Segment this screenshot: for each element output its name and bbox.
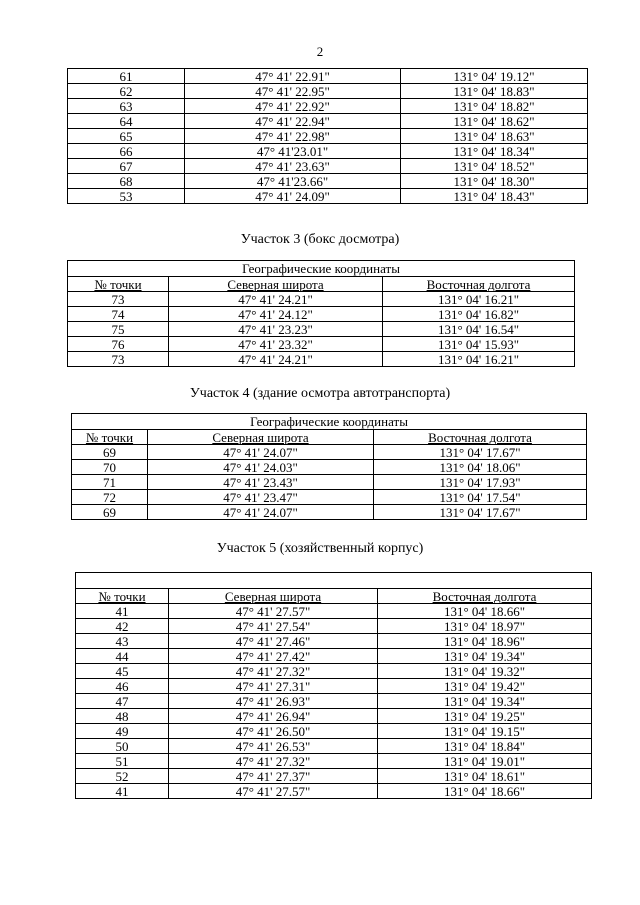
- latitude-cell: 47° 41' 24.21": [169, 352, 383, 367]
- longitude-cell: 131° 04' 16.21": [383, 292, 575, 307]
- latitude-cell: 47° 41' 27.57": [169, 604, 378, 619]
- point-number-cell: 46: [76, 679, 169, 694]
- longitude-cell: 131° 04' 17.93": [374, 475, 587, 490]
- point-number-cell: 47: [76, 694, 169, 709]
- table-row: [68, 307, 575, 322]
- latitude-cell: 47° 41' 26.94": [169, 709, 378, 724]
- point-number-cell: 65: [68, 129, 185, 144]
- point-number-cell: 73: [68, 292, 169, 307]
- page-number: 2: [316, 44, 324, 59]
- table-row: [72, 445, 587, 460]
- latitude-cell: 47° 41' 23.47": [148, 490, 374, 505]
- table-row: [76, 664, 592, 679]
- longitude-cell: 131° 04' 16.82": [383, 307, 575, 322]
- table-row: [68, 292, 575, 307]
- table-row: [76, 784, 592, 799]
- latitude-cell: 47° 41' 27.32": [169, 754, 378, 769]
- column-header-point: № точки: [76, 589, 169, 604]
- table-row: [76, 709, 592, 724]
- longitude-cell: 131° 04' 18.62": [401, 114, 588, 129]
- table-row: [68, 114, 588, 129]
- latitude-cell: 47° 41' 27.37": [169, 769, 378, 784]
- point-number-cell: 48: [76, 709, 169, 724]
- point-number-cell: 70: [72, 460, 148, 475]
- table-row: [76, 754, 592, 769]
- table-row: [72, 460, 587, 475]
- table-row: [76, 679, 592, 694]
- latitude-cell: 47° 41' 23.63": [185, 159, 401, 174]
- point-number-cell: 52: [76, 769, 169, 784]
- longitude-cell: 131° 04' 18.97": [378, 619, 592, 634]
- longitude-cell: 131° 04' 17.67": [374, 505, 587, 520]
- table-row: [76, 634, 592, 649]
- point-number-cell: 73: [68, 352, 169, 367]
- longitude-cell: 131° 04' 18.82": [401, 99, 588, 114]
- longitude-cell: 131° 04' 18.66": [378, 604, 592, 619]
- point-number-cell: 45: [76, 664, 169, 679]
- latitude-cell: 47° 41' 26.53": [169, 739, 378, 754]
- latitude-cell: 47° 41' 22.91": [185, 69, 401, 84]
- point-number-cell: 44: [76, 649, 169, 664]
- latitude-cell: 47° 41' 27.42": [169, 649, 378, 664]
- column-header-point: № точки: [72, 430, 148, 445]
- column-header-latitude: Северная широта: [169, 277, 383, 292]
- latitude-cell: 47° 41' 26.50": [169, 724, 378, 739]
- longitude-cell: 131° 04' 18.66": [378, 784, 592, 799]
- column-header-longitude: Восточная долгота: [383, 277, 575, 292]
- latitude-cell: 47° 41' 22.98": [185, 129, 401, 144]
- section-4-caption: Участок 4 (здание осмотра автотранспорта): [189, 386, 451, 401]
- table-row: [76, 769, 592, 784]
- longitude-cell: 131° 04' 18.96": [378, 634, 592, 649]
- latitude-cell: 47° 41' 23.43": [148, 475, 374, 490]
- coordinates-table-section-4: [71, 413, 587, 520]
- longitude-cell: 131° 04' 18.30": [401, 174, 588, 189]
- group-header: Географические координаты: [72, 414, 587, 430]
- longitude-cell: 131° 04' 16.21": [383, 352, 575, 367]
- longitude-cell: 131° 04' 19.15": [378, 724, 592, 739]
- point-number-cell: 63: [68, 99, 185, 114]
- latitude-cell: 47° 41' 23.23": [169, 322, 383, 337]
- coordinates-table-section-5: [75, 572, 592, 799]
- column-header-latitude: Северная широта: [169, 589, 378, 604]
- table-row: [68, 174, 588, 189]
- longitude-cell: 131° 04' 18.43": [401, 189, 588, 204]
- point-number-cell: 61: [68, 69, 185, 84]
- table-row: [72, 505, 587, 520]
- longitude-cell: 131° 04' 18.63": [401, 129, 588, 144]
- point-number-cell: 50: [76, 739, 169, 754]
- point-number-cell: 41: [76, 604, 169, 619]
- longitude-cell: 131° 04' 18.83": [401, 84, 588, 99]
- table-row: [68, 322, 575, 337]
- point-number-cell: 71: [72, 475, 148, 490]
- point-number-cell: 69: [72, 505, 148, 520]
- longitude-cell: 131° 04' 19.32": [378, 664, 592, 679]
- point-number-cell: 42: [76, 619, 169, 634]
- latitude-cell: 47° 41' 27.31": [169, 679, 378, 694]
- latitude-cell: 47° 41' 27.32": [169, 664, 378, 679]
- latitude-cell: 47° 41'23.66": [185, 174, 401, 189]
- longitude-cell: 131° 04' 18.61": [378, 769, 592, 784]
- longitude-cell: 131° 04' 18.52": [401, 159, 588, 174]
- coordinates-table-section-3: [67, 260, 575, 367]
- latitude-cell: 47° 41' 23.32": [169, 337, 383, 352]
- latitude-cell: 47° 41' 27.57": [169, 784, 378, 799]
- latitude-cell: 47° 41' 24.03": [148, 460, 374, 475]
- latitude-cell: 47° 41' 27.54": [169, 619, 378, 634]
- column-header-point: № точки: [68, 277, 169, 292]
- column-header-longitude: Восточная долгота: [374, 430, 587, 445]
- table-row: [68, 189, 588, 204]
- point-number-cell: 53: [68, 189, 185, 204]
- point-number-cell: 68: [68, 174, 185, 189]
- point-number-cell: 69: [72, 445, 148, 460]
- point-number-cell: 66: [68, 144, 185, 159]
- longitude-cell: 131° 04' 16.54": [383, 322, 575, 337]
- latitude-cell: 47° 41' 22.92": [185, 99, 401, 114]
- point-number-cell: 51: [76, 754, 169, 769]
- point-number-cell: 41: [76, 784, 169, 799]
- longitude-cell: 131° 04' 15.93": [383, 337, 575, 352]
- table-row: [72, 490, 587, 505]
- table-row: [68, 99, 588, 114]
- longitude-cell: 131° 04' 19.25": [378, 709, 592, 724]
- point-number-cell: 64: [68, 114, 185, 129]
- latitude-cell: 47° 41' 27.46": [169, 634, 378, 649]
- longitude-cell: 131° 04' 18.06": [374, 460, 587, 475]
- point-number-cell: 76: [68, 337, 169, 352]
- point-number-cell: 74: [68, 307, 169, 322]
- latitude-cell: 47° 41' 24.07": [148, 505, 374, 520]
- latitude-cell: 47° 41'23.01": [185, 144, 401, 159]
- latitude-cell: 47° 41' 22.94": [185, 114, 401, 129]
- table-row: [76, 604, 592, 619]
- latitude-cell: 47° 41' 24.21": [169, 292, 383, 307]
- latitude-cell: 47° 41' 22.95": [185, 84, 401, 99]
- point-number-cell: 43: [76, 634, 169, 649]
- table-row: [68, 69, 588, 84]
- table-row: [76, 694, 592, 709]
- table-row: [68, 129, 588, 144]
- table-row: [68, 337, 575, 352]
- table-row: [76, 739, 592, 754]
- table-row: [68, 144, 588, 159]
- section-5-caption: Участок 5 (хозяйственный корпус): [216, 541, 424, 556]
- column-header-longitude: Восточная долгота: [378, 589, 592, 604]
- table-row: [76, 724, 592, 739]
- longitude-cell: 131° 04' 17.67": [374, 445, 587, 460]
- empty-header-row: [76, 573, 592, 589]
- table-row: [76, 619, 592, 634]
- group-header: Географические координаты: [68, 261, 575, 277]
- longitude-cell: 131° 04' 18.34": [401, 144, 588, 159]
- longitude-cell: 131° 04' 19.34": [378, 694, 592, 709]
- table-row: [72, 475, 587, 490]
- longitude-cell: 131° 04' 19.01": [378, 754, 592, 769]
- table-row: [68, 84, 588, 99]
- point-number-cell: 62: [68, 84, 185, 99]
- longitude-cell: 131° 04' 19.12": [401, 69, 588, 84]
- latitude-cell: 47° 41' 24.12": [169, 307, 383, 322]
- point-number-cell: 49: [76, 724, 169, 739]
- table-row: [68, 352, 575, 367]
- section-3-caption: Участок 3 (бокс досмотра): [240, 232, 400, 247]
- latitude-cell: 47° 41' 24.09": [185, 189, 401, 204]
- column-header-latitude: Северная широта: [148, 430, 374, 445]
- point-number-cell: 75: [68, 322, 169, 337]
- latitude-cell: 47° 41' 26.93": [169, 694, 378, 709]
- longitude-cell: 131° 04' 19.34": [378, 649, 592, 664]
- table-row: [76, 649, 592, 664]
- coordinates-table-continuation: [67, 68, 588, 204]
- point-number-cell: 72: [72, 490, 148, 505]
- longitude-cell: 131° 04' 19.42": [378, 679, 592, 694]
- point-number-cell: 67: [68, 159, 185, 174]
- longitude-cell: 131° 04' 17.54": [374, 490, 587, 505]
- table-row: [68, 159, 588, 174]
- latitude-cell: 47° 41' 24.07": [148, 445, 374, 460]
- longitude-cell: 131° 04' 18.84": [378, 739, 592, 754]
